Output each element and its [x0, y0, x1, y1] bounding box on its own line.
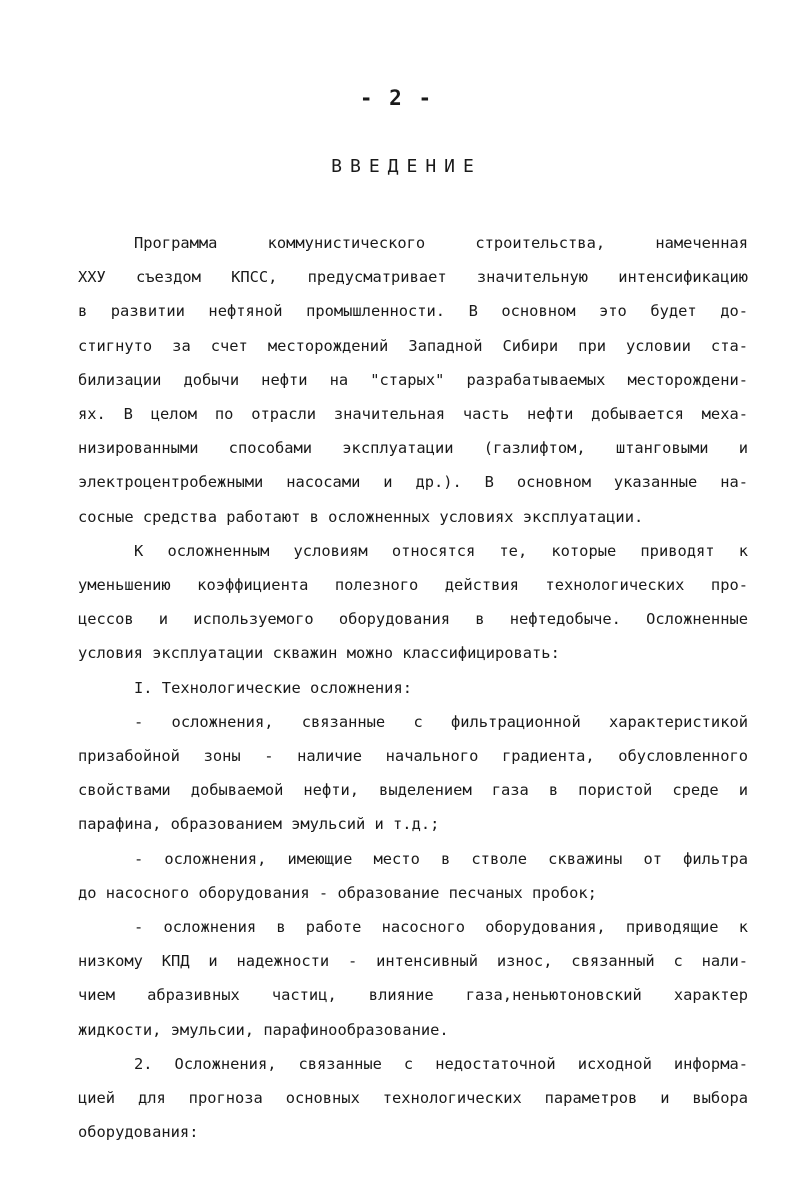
text-line: свойствами добываемой нефти, выделением газа в пористой среде и: [78, 781, 748, 800]
page-number: - 2 -: [359, 86, 434, 110]
paragraph-intro: [78, 226, 748, 534]
text-line: призабойной зоны - наличие начального градиента, обусловленного: [78, 747, 748, 766]
paragraph-section-2: [78, 1047, 748, 1150]
section-heading: ВВЕДЕНИЕ: [331, 156, 482, 177]
text-line: - осложнения, связанные с фильтрационной характеристикой: [134, 712, 748, 731]
paragraph-section-1: [78, 671, 748, 705]
text-line: I. Технологические осложнения:: [134, 678, 412, 697]
text-line: билизации добычи нефти на "старых" разрабатываемых месторождени-: [78, 370, 748, 389]
text-line: парафина, образованием эмульсий и т.д.;: [78, 815, 440, 834]
text-line: условия эксплуатации скважин можно классифицировать:: [78, 644, 560, 663]
paragraph-bullet-pump: [78, 910, 748, 1047]
text-line: - осложнения в работе насосного оборудования, приводящие к: [134, 918, 748, 937]
text-line: жидкости, эмульсии, парафинообразование.: [78, 1020, 449, 1039]
text-line: сосные средства работают в осложненных условиях эксплуатации.: [78, 507, 644, 526]
text-line: цессов и используемого оборудования в нефтедобыче. Осложненные: [78, 610, 748, 629]
text-line: ХХУ съездом КПСС, предусматривает значительную интенсификацию: [78, 268, 748, 287]
text-line: до насосного оборудования - образование песчаных пробок;: [78, 883, 597, 902]
text-line: чием абразивных частиц, влияние газа,неньютоновский характер: [78, 986, 748, 1005]
text-line: оборудования:: [78, 1123, 199, 1142]
paragraph-bullet-wellbore: [78, 842, 748, 910]
text-line: низкому КПД и надежности - интенсивный износ, связанный с нали-: [78, 952, 748, 971]
text-line: 2. Осложнения, связанные с недостаточной исходной информа-: [134, 1054, 748, 1073]
body-text: [78, 226, 748, 1149]
text-line: уменьшению коэффициента полезного действия технологических про-: [78, 576, 748, 595]
text-line: низированными способами эксплуатации (газлифтом, штанговыми и: [78, 439, 748, 458]
text-line: ях. В целом по отрасли значительная часть нефти добывается меха-: [78, 405, 748, 424]
text-line: К осложненным условиям относятся те, которые приводят к: [134, 541, 748, 560]
text-line: цией для прогноза основных технологических параметров и выбора: [78, 1089, 748, 1108]
paragraph-complications: [78, 534, 748, 671]
text-line: электроцентробежными насосами и др.). В основном указанные на-: [78, 473, 748, 492]
text-line: стигнуто за счет месторождений Западной Сибири при условии ста-: [78, 336, 748, 355]
text-line: Программа коммунистического строительства, намеченная: [134, 234, 748, 252]
text-line: в развитии нефтяной промышленности. В основном это будет до-: [78, 302, 748, 321]
paragraph-bullet-filtration: [78, 705, 748, 842]
text-line: - осложнения, имеющие место в стволе скважины от фильтра: [134, 849, 748, 868]
